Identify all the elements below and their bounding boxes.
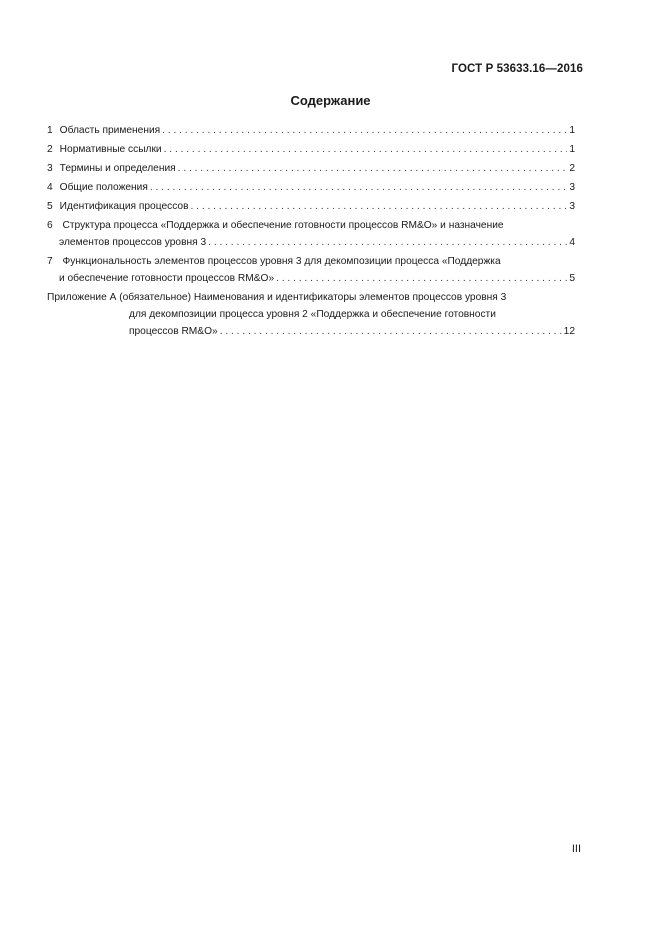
toc-entry-row-continued <box>47 234 575 251</box>
table-of-contents <box>47 122 575 340</box>
toc-appendix-title-continued: процессов RM&O» <box>129 326 218 337</box>
toc-entry-title: Идентификация процессов <box>59 201 189 212</box>
toc-entry-title: Термины и определения <box>59 163 176 174</box>
toc-entry-5[interactable] <box>47 198 575 215</box>
toc-entry-number: 7 <box>47 256 53 267</box>
toc-title: Содержание <box>290 93 371 108</box>
toc-appendix-title-continued: для декомпозиции процесса уровня 2 «Поддержка и обеспечение готовности <box>129 309 496 320</box>
toc-entry-row <box>47 289 575 306</box>
toc-entry-page: 1 <box>569 144 575 155</box>
toc-entry-row-continued <box>47 270 575 287</box>
toc-leader-dots <box>276 270 567 287</box>
toc-entry-title-continued: и обеспечение готовности процессов RM&O» <box>59 273 275 284</box>
toc-appendix-title: Приложение А (обязательное) Наименования и идентификаторы элементов процессов уровня 3 <box>47 292 507 303</box>
toc-entry-number: 2 <box>47 144 53 155</box>
toc-leader-dots <box>191 198 568 215</box>
toc-entry-row <box>47 122 575 139</box>
toc-leader-dots <box>220 323 562 340</box>
toc-entry-page: 4 <box>569 237 575 248</box>
toc-entry-title: Нормативные ссылки <box>59 144 162 155</box>
toc-entry-number: 5 <box>47 201 53 212</box>
toc-entry-page: 3 <box>569 201 575 212</box>
toc-entry-2[interactable] <box>47 141 575 158</box>
toc-entry-page: 3 <box>569 182 575 193</box>
toc-entry-title: Функциональность элементов процессов уровня 3 для декомпозиции процесса «Поддержка <box>62 256 501 267</box>
toc-entry-number: 1 <box>47 125 53 136</box>
toc-entry-title: Структура процесса «Поддержка и обеспечение готовности процессов RM&O» и назначение <box>62 220 504 231</box>
toc-entry-page: 12 <box>563 326 575 337</box>
toc-entry-appendix-a[interactable] <box>47 289 575 340</box>
toc-entry-page: 5 <box>569 273 575 284</box>
toc-entry-7[interactable] <box>47 253 575 287</box>
toc-entry-row-continued <box>47 323 575 340</box>
document-code: ГОСТ Р 53633.16—2016 <box>451 63 583 75</box>
toc-entry-row <box>47 217 575 234</box>
toc-leader-dots <box>178 160 568 177</box>
toc-entry-4[interactable] <box>47 179 575 196</box>
toc-entry-row <box>47 141 575 158</box>
toc-entry-6[interactable] <box>47 217 575 251</box>
toc-entry-title: Общие положения <box>59 182 148 193</box>
toc-entry-row <box>47 179 575 196</box>
toc-entry-number: 3 <box>47 163 53 174</box>
toc-entry-row <box>47 198 575 215</box>
toc-leader-dots <box>164 141 568 158</box>
toc-leader-dots <box>162 122 567 139</box>
toc-entry-title: Область применения <box>59 125 161 136</box>
toc-leader-dots <box>208 234 567 251</box>
toc-entry-number: 4 <box>47 182 53 193</box>
toc-entry-title-continued: элементов процессов уровня 3 <box>59 237 207 248</box>
toc-leader-dots <box>150 179 567 196</box>
page-number: III <box>571 843 581 855</box>
toc-entry-number: 6 <box>47 220 53 231</box>
toc-entry-row-continued <box>47 306 575 323</box>
toc-entry-row <box>47 160 575 177</box>
toc-entry-row <box>47 253 575 270</box>
toc-entry-page: 2 <box>569 163 575 174</box>
toc-entry-3[interactable] <box>47 160 575 177</box>
toc-entry-page: 1 <box>569 125 575 136</box>
toc-entry-1[interactable] <box>47 122 575 139</box>
